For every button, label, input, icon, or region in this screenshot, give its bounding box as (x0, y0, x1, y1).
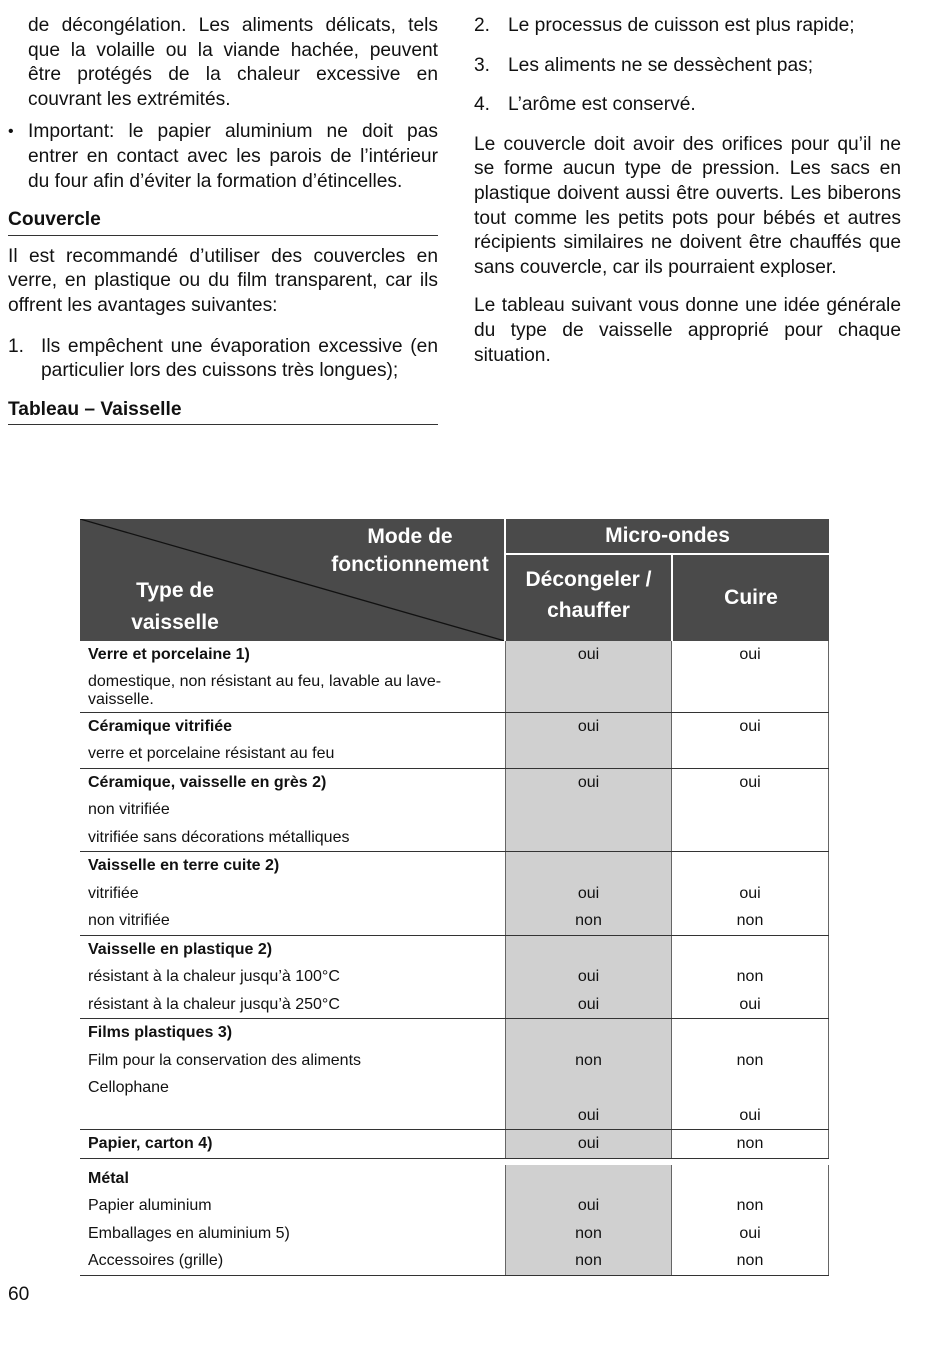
header-decongeler (506, 555, 671, 626)
table-group (80, 1130, 829, 1159)
cell-decongeler: oui (577, 995, 600, 1013)
list-number: 3. (474, 54, 491, 76)
table-group (80, 713, 829, 769)
row-label: domestique, non résistant au feu, lavable au lave-vaisselle. (88, 672, 442, 708)
cell-cuire: non (736, 912, 764, 929)
table-group-title (80, 1165, 829, 1193)
table-row (80, 963, 829, 991)
row-label: Papier aluminium (88, 1197, 212, 1214)
cell-decongeler: oui (577, 1197, 600, 1214)
row-label: non vitrifiée (88, 912, 170, 929)
paragraph-orifices: Le couvercle doit avoir des orifices pour qu’il ne se forme aucun type de pression. Les sacs en plastique doivent aussi être ouverts. Les biberons tout comme les petits pots pour bébés et autres récipients similaires ne doivent être chauffés que sans couvercle, car ils pourraient exploser. (474, 133, 901, 278)
row-label: Céramique, vaisselle en grès 2) (88, 773, 327, 791)
row-label: verre et porcelaine résistant au feu (88, 745, 335, 762)
row-label: Emballages en aluminium 5) (88, 1224, 290, 1242)
row-label: Vaisselle en plastique 2) (88, 940, 273, 958)
table-header (80, 519, 829, 641)
row-label: Céramique vitrifiée (88, 717, 233, 735)
vaisselle-table (80, 519, 829, 1276)
cell-decongeler: oui (577, 1106, 600, 1124)
cell-cuire: non (736, 1197, 764, 1214)
cell-decongeler: non (575, 912, 602, 929)
row-label: Papier, carton 4) (88, 1135, 213, 1152)
table-group-title (80, 769, 829, 797)
table-group (80, 769, 829, 853)
cell-decongeler: oui (577, 773, 600, 791)
row-label: Cellophane (88, 1079, 169, 1096)
table-group-title (80, 641, 829, 669)
table-row (80, 740, 829, 768)
header-mode-de-fonctionnement (316, 523, 504, 579)
header-dec-line2: chauffer (547, 599, 630, 622)
table-row (80, 1074, 829, 1102)
row-label: vitrifiée (88, 884, 139, 902)
paragraph-decongelation: de décongélation. Les aliments délicats, tels que la volaille ou la viande hachée, peuvent être protégés de la chaleur excessive en couvrant les extrémités. (28, 15, 438, 110)
paragraph-tableau-intro: Le tableau suivant vous donne une idée générale du type de vaisselle approprié pour chaque situation. (474, 295, 901, 366)
cell-decongeler: non (575, 1252, 602, 1269)
header-mode-line2: fonctionnement (331, 553, 489, 576)
cell-cuire: non (736, 1252, 764, 1269)
table-row (80, 1247, 829, 1275)
list-text: Les aliments ne se dessèchent pas; (508, 54, 814, 76)
table-group (80, 641, 829, 713)
table-group (80, 1165, 829, 1276)
table-row (80, 1192, 829, 1220)
header-type-line2: vaisselle (131, 611, 219, 634)
header-dec-line1: Décongeler / (525, 568, 652, 591)
row-label: résistant à la chaleur jusqu’à 100°C (88, 968, 340, 985)
table-row (80, 907, 829, 935)
row-label: non vitrifiée (88, 801, 170, 818)
cell-cuire: non (736, 968, 764, 985)
table-group-title (80, 1019, 829, 1047)
table-body (80, 641, 829, 1276)
table-row (80, 824, 829, 852)
row-label: résistant à la chaleur jusqu’à 250°C (88, 995, 340, 1013)
header-mode-line1: Mode de (367, 525, 453, 548)
list-item-2 (474, 14, 901, 39)
cell-cuire: oui (739, 1224, 761, 1242)
row-label: Film pour la conservation des aliments (88, 1051, 362, 1069)
cell-cuire: oui (739, 773, 761, 791)
list-text: Ils empêchent une évaporation excessive (en particulier lors des cuissons très longues); (41, 335, 438, 382)
cell-cuire: non (736, 1051, 764, 1069)
heading-couvercle: Couvercle (8, 208, 438, 236)
cell-cuire: oui (739, 646, 761, 663)
page-number: 60 (8, 1284, 30, 1305)
cell-cuire: non (736, 1135, 764, 1152)
row-label: Films plastiques 3) (88, 1024, 233, 1041)
list-number: 4. (474, 94, 491, 116)
list-item-3 (474, 54, 901, 79)
row-label: Accessoires (grille) (88, 1252, 224, 1269)
heading-tableau: Tableau – Vaisselle (8, 398, 438, 426)
table-row (80, 1220, 829, 1248)
cell-decongeler: non (575, 1224, 602, 1242)
list-number: 2. (474, 15, 491, 36)
left-column (8, 14, 438, 425)
cell-decongeler: oui (577, 1135, 600, 1152)
table-group (80, 936, 829, 1020)
bullet-aluminium-warning: • Important: le papier aluminium ne doit pas entrer en contact avec les parois de l’intérieur du four afin d’éviter la formation d’étincelles. (8, 120, 438, 194)
cell-cuire: oui (739, 1106, 761, 1124)
list-text: Le processus de cuisson est plus rapide; (508, 15, 855, 36)
row-label: Vaisselle en terre cuite 2) (88, 857, 280, 874)
table-row (80, 1102, 829, 1130)
table-row (80, 1047, 829, 1075)
cell-decongeler: oui (577, 968, 600, 985)
cell-decongeler: oui (577, 646, 600, 663)
table-group-title (80, 936, 829, 964)
table-group (80, 1019, 829, 1130)
cell-cuire: oui (739, 884, 761, 902)
right-column (474, 14, 901, 368)
list-item-4 (474, 93, 901, 118)
row-label: Métal (88, 1169, 129, 1187)
list-item-1 (8, 335, 438, 384)
header-cuire: Cuire (724, 586, 778, 609)
table-group-title (80, 852, 829, 880)
cell-decongeler: oui (577, 884, 600, 902)
table-row (80, 880, 829, 908)
row-label: Verre et porcelaine 1) (88, 646, 250, 663)
table-group-title (80, 713, 829, 741)
header-type-line1: Type de (136, 579, 214, 602)
table-group (80, 852, 829, 936)
table-row (80, 991, 829, 1019)
cell-cuire: oui (739, 717, 761, 735)
header-micro-ondes: Micro-ondes (506, 519, 829, 555)
list-text: L’arôme est conservé. (508, 94, 696, 116)
table-group-title (80, 1130, 829, 1158)
row-label: vitrifiée sans décorations métalliques (88, 828, 350, 846)
paragraph-couvercles: Il est recommandé d’utiliser des couvercles en verre, en plastique ou du film transparent, car ils offrent les avantages suivantes: (8, 245, 438, 316)
header-type-de-vaisselle (100, 575, 250, 639)
cell-decongeler: non (575, 1051, 602, 1069)
cell-decongeler: oui (577, 717, 600, 735)
table-row (80, 796, 829, 824)
list-number: 1. (8, 335, 25, 357)
cell-cuire: oui (739, 995, 761, 1013)
